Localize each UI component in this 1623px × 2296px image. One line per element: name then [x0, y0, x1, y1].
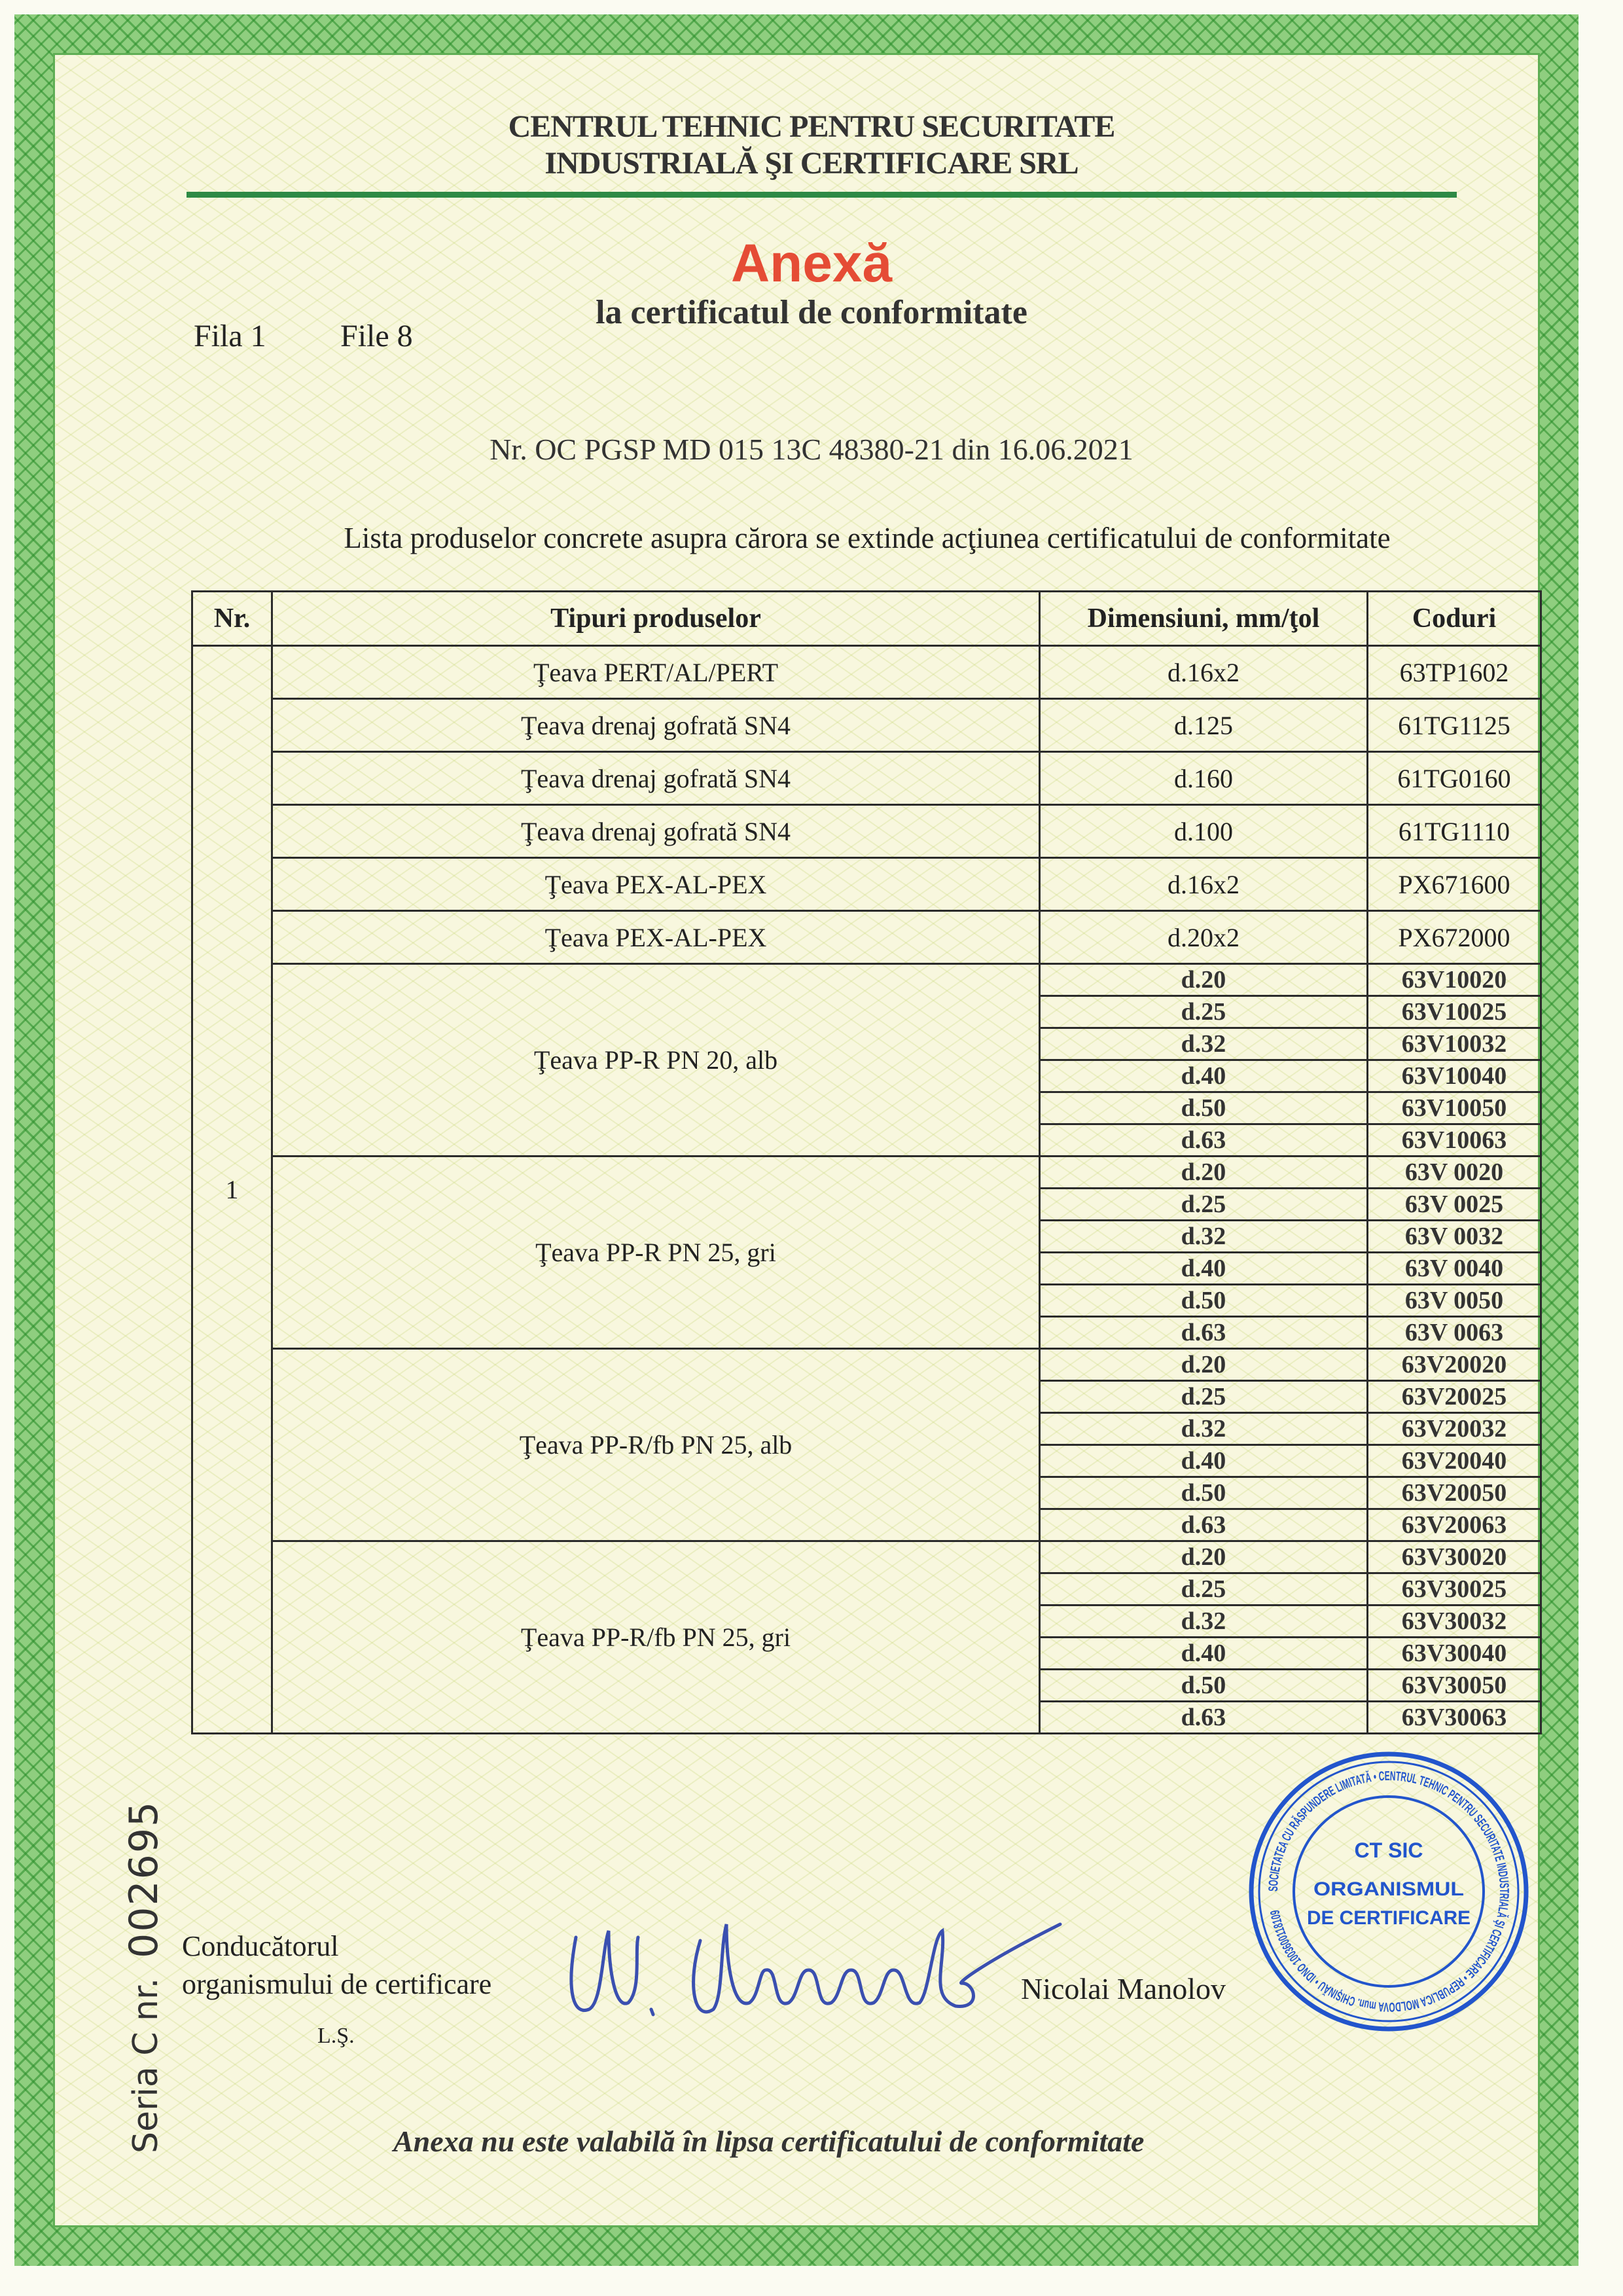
product-type: Ţeava PP-R PN 20, alb	[272, 964, 1040, 1157]
code: 63V20025	[1368, 1381, 1541, 1413]
code: 63V10040	[1368, 1060, 1541, 1092]
organisation-stamp	[1243, 1746, 1535, 2037]
table-row	[192, 699, 1541, 752]
table-row	[192, 1157, 1541, 1189]
sheet-total: File 8	[340, 319, 413, 353]
product-type: Ţeava PP-R PN 25, gri	[272, 1157, 1040, 1349]
dimension: d.25	[1040, 1381, 1368, 1413]
signatory-name: Nicolai Manolov	[1021, 1972, 1226, 2005]
product-type: Ţeava PERT/AL/PERT	[272, 646, 1040, 699]
dimension: d.20	[1040, 1157, 1368, 1189]
dimension: d.40	[1040, 1253, 1368, 1285]
code: 63TP1602	[1368, 646, 1541, 699]
code: 61TG1110	[1368, 805, 1541, 858]
dimension: d.40	[1040, 1060, 1368, 1092]
dimension: d.40	[1040, 1445, 1368, 1477]
dimension: d.50	[1040, 1477, 1368, 1509]
product-type: Ţeava drenaj gofrată SN4	[272, 752, 1040, 805]
code: 63V 0025	[1368, 1189, 1541, 1221]
row-number: 1	[192, 646, 272, 1734]
code: 61TG1125	[1368, 699, 1541, 752]
code: 63V 0020	[1368, 1157, 1541, 1189]
header-nr: Nr.	[192, 592, 272, 646]
header-dimensions: Dimensiuni, mm/ţol	[1040, 592, 1368, 646]
code: 63V 0040	[1368, 1253, 1541, 1285]
dimension: d.20	[1040, 1349, 1368, 1381]
series-serial: 002695	[121, 1800, 167, 1958]
dimension: d.32	[1040, 1605, 1368, 1638]
certificate-number: Nr. OC PGSP MD 015 13C 48380-21 din 16.06.2021	[490, 433, 1133, 466]
document-subtitle: la certificatul de conformitate	[596, 294, 1027, 331]
header-product-type: Tipuri produselor	[272, 592, 1040, 646]
stamp-text: DE CERTIFICARE	[1307, 1907, 1471, 1929]
code: PX672000	[1368, 911, 1541, 964]
product-type: Ţeava PP-R/fb PN 25, gri	[272, 1541, 1040, 1734]
dimension: d.100	[1040, 805, 1368, 858]
signatory-role-line2: organismului de certificare	[182, 1968, 492, 2000]
signatory-role-line1: Conducătorul	[182, 1930, 339, 1962]
code: 63V30040	[1368, 1638, 1541, 1670]
product-type: Ţeava PEX-AL-PEX	[272, 911, 1040, 964]
table-row	[192, 858, 1541, 911]
dimension: d.63	[1040, 1509, 1368, 1541]
dimension: d.32	[1040, 1221, 1368, 1253]
dimension: d.25	[1040, 1189, 1368, 1221]
dimension: d.50	[1040, 1285, 1368, 1317]
header-codes: Coduri	[1368, 592, 1541, 646]
stamp-text: CT SIC	[1354, 1839, 1423, 1862]
table-header-row	[192, 592, 1541, 646]
series-label: Seria C nr.	[126, 1977, 166, 2153]
list-caption: Lista produselor concrete asupra cărora se extinde acţiunea certificatului de conformitate	[344, 522, 1391, 554]
code: 63V10050	[1368, 1092, 1541, 1124]
table-row	[192, 752, 1541, 805]
dimension: d.125	[1040, 699, 1368, 752]
table-row	[192, 646, 1541, 699]
dimension: d.25	[1040, 996, 1368, 1028]
code: 63V30050	[1368, 1670, 1541, 1702]
dimension: d.160	[1040, 752, 1368, 805]
dimension: d.63	[1040, 1702, 1368, 1734]
stamp-text: ORGANISMUL	[1313, 1878, 1464, 1900]
product-type: Ţeava drenaj gofrată SN4	[272, 699, 1040, 752]
header-rule	[187, 192, 1457, 198]
code: 63V 0063	[1368, 1317, 1541, 1349]
table-row	[192, 964, 1541, 996]
validity-note: Anexa nu este valabilă în lipsa certificatului de conformitate	[393, 2125, 1145, 2158]
issuer-name-line1: CENTRUL TEHNIC PENTRU SECURITATE	[508, 109, 1115, 144]
code: 63V30020	[1368, 1541, 1541, 1573]
seal-place-label: L.Ş.	[317, 2024, 355, 2048]
dimension: d.20	[1040, 1541, 1368, 1573]
table-row	[192, 1349, 1541, 1381]
dimension: d.16x2	[1040, 858, 1368, 911]
dimension: d.16x2	[1040, 646, 1368, 699]
code: 63V20040	[1368, 1445, 1541, 1477]
code: 63V20063	[1368, 1509, 1541, 1541]
code: 63V30063	[1368, 1702, 1541, 1734]
dimension: d.32	[1040, 1028, 1368, 1060]
dimension: d.63	[1040, 1124, 1368, 1157]
table-row	[192, 911, 1541, 964]
issuer-name-line2: INDUSTRIALĂ ŞI CERTIFICARE SRL	[544, 146, 1079, 181]
dimension: d.50	[1040, 1092, 1368, 1124]
table-row	[192, 1541, 1541, 1573]
code: PX671600	[1368, 858, 1541, 911]
dimension: d.63	[1040, 1317, 1368, 1349]
code: 63V20050	[1368, 1477, 1541, 1509]
code: 63V30032	[1368, 1605, 1541, 1638]
code: 63V 0032	[1368, 1221, 1541, 1253]
stamp-text: SOCIETATEA CU RĂSPUNDERE LIMITATĂ • CENTRUL TEHNIC PENTRU SECURITATE INDUSTRIALĂ ŞI CERTIFICARE • REPUBLICA MOLDOVA mun. CHIŞINĂU • IDNO 1003600118109	[1266, 1768, 1512, 2015]
dimension: d.32	[1040, 1413, 1368, 1445]
dimension: d.50	[1040, 1670, 1368, 1702]
code: 63V10025	[1368, 996, 1541, 1028]
code: 63V10020	[1368, 964, 1541, 996]
series-number	[121, 1800, 167, 2153]
dimension: d.40	[1040, 1638, 1368, 1670]
code: 63V20020	[1368, 1349, 1541, 1381]
code: 63V20032	[1368, 1413, 1541, 1445]
product-type: Ţeava PP-R/fb PN 25, alb	[272, 1349, 1040, 1541]
dimension: d.20x2	[1040, 911, 1368, 964]
products-table	[191, 590, 1542, 1734]
signatory-role	[182, 1928, 491, 2003]
document-title: Anexă	[730, 234, 893, 293]
code: 63V 0050	[1368, 1285, 1541, 1317]
sheet-number: Fila 1	[194, 319, 266, 353]
code: 63V10063	[1368, 1124, 1541, 1157]
dimension: d.25	[1040, 1573, 1368, 1605]
code: 63V30025	[1368, 1573, 1541, 1605]
product-type: Ţeava PEX-AL-PEX	[272, 858, 1040, 911]
code: 63V10032	[1368, 1028, 1541, 1060]
dimension: d.20	[1040, 964, 1368, 996]
product-type: Ţeava drenaj gofrată SN4	[272, 805, 1040, 858]
table-row	[192, 805, 1541, 858]
code: 61TG0160	[1368, 752, 1541, 805]
